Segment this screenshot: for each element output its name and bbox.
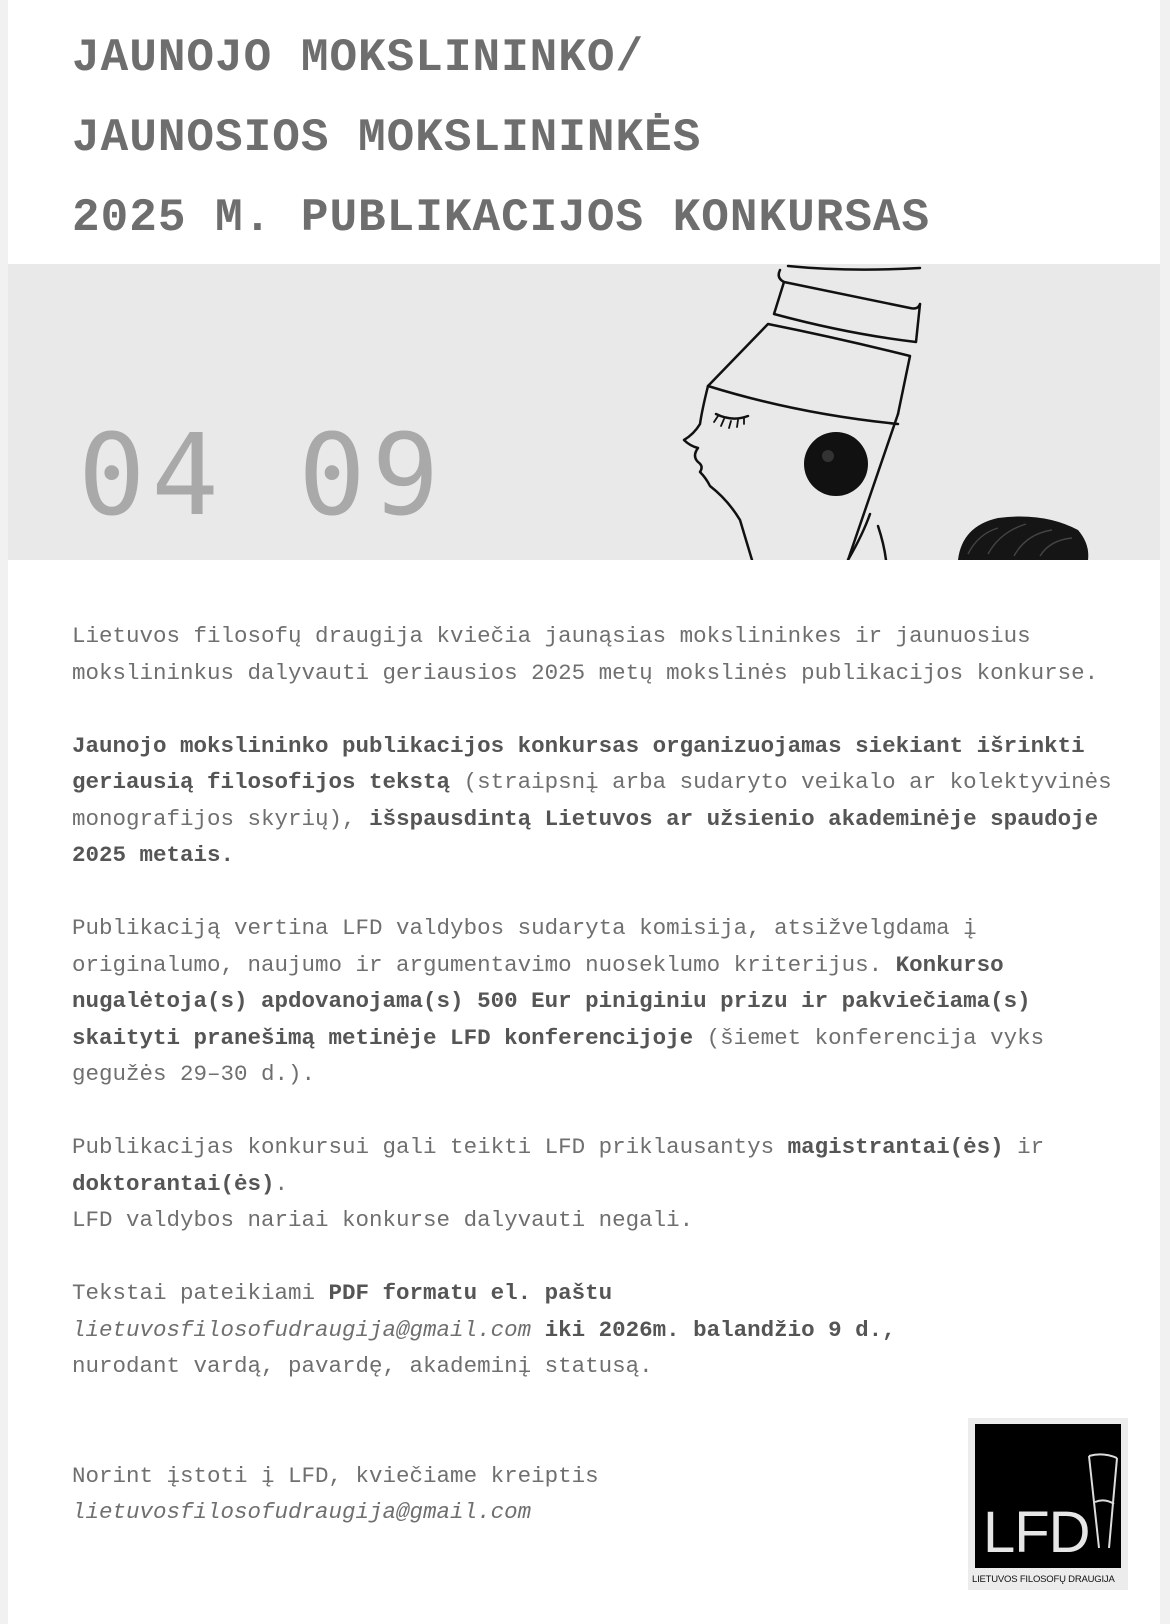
- banner-date: 04 09: [78, 411, 446, 541]
- illustration-head-icon: [648, 264, 1148, 560]
- paragraph-submission: [72, 1275, 1112, 1385]
- lfd-logo: [968, 1418, 1128, 1590]
- eligibility-text-3: .: [274, 1170, 289, 1197]
- title-line-1: JAUNOJO MOKSLININKO/: [72, 32, 645, 84]
- purpose-text-1: (straipsnį arba sudaryto veikalo ar kolektyvinės monografijos skyrių),: [72, 769, 1112, 832]
- banner: [8, 264, 1160, 560]
- evaluation-bold-1: Konkurso nugalėtoja(s) apdovanojama(s) 500 Eur piniginiu prizu ir pakviečiama(s) skaityti pranešimą metinėje LFD konferencijoje: [72, 951, 1031, 1051]
- paragraph-eligibility: [72, 1129, 1112, 1239]
- poster-title: [72, 18, 930, 258]
- title-line-2: JAUNOSIOS MOKSLININKĖS: [72, 112, 702, 164]
- membership-text: Norint įstoti į LFD, kviečiame kreiptis: [72, 1462, 599, 1489]
- logo-box: [975, 1424, 1121, 1568]
- membership-email-link[interactable]: lietuvosfilosofudraugija@gmail.com: [72, 1499, 532, 1525]
- submission-email-link[interactable]: lietuvosfilosofudraugija@gmail.com: [72, 1316, 532, 1343]
- logo-subtitle: LIETUVOS FILOSOFŲ DRAUGIJA: [972, 1574, 1115, 1585]
- submission-deadline: iki 2026m. balandžio 9 d.,: [531, 1316, 896, 1343]
- eligibility-bold-1: magistrantai(ės): [787, 1134, 1004, 1160]
- submission-bold-1: PDF formatu el. paštu: [328, 1280, 613, 1306]
- eligibility-text-1: Publikacijas konkursui gali teikti LFD priklausantys: [72, 1134, 788, 1160]
- poster-body: [72, 618, 1112, 1567]
- eligibility-bold-2: doktorantai(ės): [72, 1170, 275, 1197]
- logo-cylinder-icon: [1087, 1452, 1119, 1552]
- title-line-3: 2025 M. PUBLIKACIJOS KONKURSAS: [72, 192, 931, 244]
- submission-text-2: nurodant vardą, pavardę, akademinį statusą.: [72, 1353, 653, 1379]
- paragraph-intro: Lietuvos filosofų draugija kviečia jaunąsias mokslininkes ir jaunuosius mokslininkus dalyvauti geriausios 2025 metų mokslinės publikacijos konkurse.: [72, 623, 1099, 686]
- purpose-bold-1: Jaunojo mokslininko publikacijos konkursas organizuojamas siekiant išrinkti geriausią filosofijos tekstą: [72, 732, 1085, 795]
- eligibility-line-2: LFD valdybos nariai konkurse dalyvauti negali.: [72, 1207, 694, 1233]
- submission-text-1: Tekstai pateikiami: [72, 1280, 329, 1306]
- paragraph-membership: [72, 1458, 1112, 1531]
- evaluation-text-2: (šiemet konferencija vyks gegužės 29–30 d.).: [72, 1024, 1045, 1087]
- eligibility-text-2: ir: [1003, 1134, 1045, 1160]
- logo-text: LFD: [983, 1500, 1090, 1565]
- paragraph-evaluation: [72, 910, 1112, 1093]
- paragraph-purpose: [72, 728, 1112, 874]
- poster-page: [8, 0, 1160, 1624]
- purpose-bold-2: išspausdintą Lietuvos ar užsienio akademinėje spaudoje 2025 metais.: [72, 805, 1099, 868]
- evaluation-text-1: Publikaciją vertina LFD valdybos sudaryta komisija, atsižvelgdama į originalumo, naujumo ir argumentavimo nuoseklumo kriterijus.: [72, 915, 977, 978]
